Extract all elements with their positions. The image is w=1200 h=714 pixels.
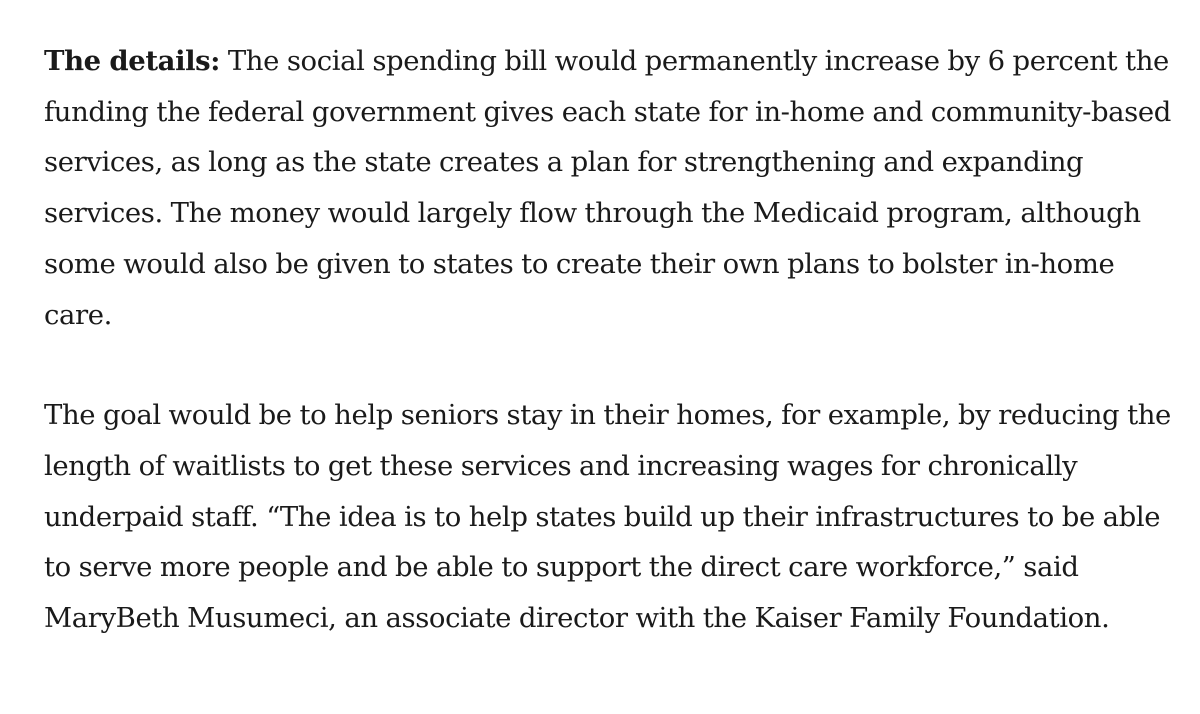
details-lead-label: The details:	[44, 45, 221, 77]
goal-paragraph	[44, 390, 1172, 644]
goal-paragraph-text: The goal would be to help seniors stay in their homes, for example, by reducing the length of waitlists to get these services and increasing wages for chronically underpaid staff. “The idea is to help states build up their infrastructures to be able to serve more people and be able to support the direct care workforce,” said MaryBeth Musumeci, an associate director with the Kaiser Family Foundation.	[44, 399, 1171, 635]
details-paragraph	[44, 36, 1172, 340]
details-paragraph-text: The social spending bill would permanently increase by 6 percent the funding the federal government gives each state for in-home and community-based services, as long as the state creates a plan for strengthening and expanding services. The money would largely flow through the Medicaid program, although some would also be given to states to create their own plans to bolster in-home care.	[44, 45, 1171, 331]
article-body	[44, 36, 1172, 644]
